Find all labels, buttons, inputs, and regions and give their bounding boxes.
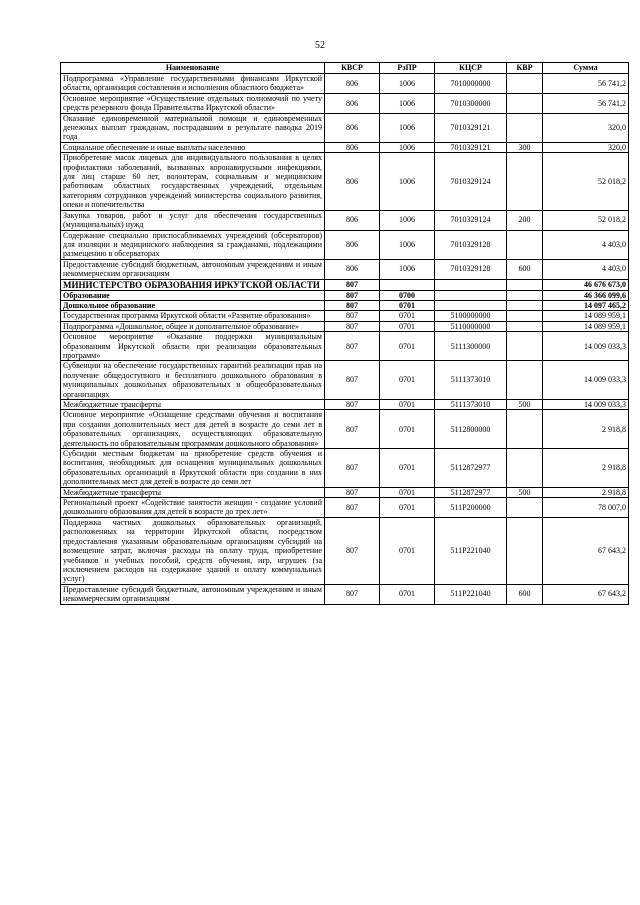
cell-kvr: [507, 113, 543, 142]
cell-kcsr: [435, 300, 507, 310]
cell-kcsr: 7010000000: [435, 74, 507, 94]
cell-kvsr: 807: [325, 300, 380, 310]
cell-kcsr: 5111300000: [435, 332, 507, 361]
cell-kcsr: 511P221040: [435, 584, 507, 604]
cell-kvr: [507, 449, 543, 488]
cell-rzpr: 1006: [380, 259, 435, 279]
header-kcsr: КЦСР: [435, 63, 507, 74]
cell-sum: 52 018,2: [543, 210, 629, 230]
table-row: [61, 498, 629, 518]
cell-sum: 14 009 033,3: [543, 400, 629, 410]
cell-kvr: 600: [507, 584, 543, 604]
cell-kvr: [507, 517, 543, 584]
table-row: [61, 311, 629, 321]
cell-name: МИНИСТЕРСТВО ОБРАЗОВАНИЯ ИРКУТСКОЙ ОБЛАСТИ: [61, 279, 325, 290]
table-row: [61, 230, 629, 259]
cell-kvr: [507, 230, 543, 259]
cell-rzpr: 0701: [380, 400, 435, 410]
header-name: Наименование: [61, 63, 325, 74]
table-row: [61, 153, 629, 210]
cell-name: Подпрограмма «Дошкольное, общее и дополнительное образование»: [61, 321, 325, 331]
table-row: [61, 290, 629, 300]
cell-sum: 67 643,2: [543, 584, 629, 604]
cell-kvr: 500: [507, 400, 543, 410]
cell-kcsr: 5111373010: [435, 400, 507, 410]
cell-name: Предоставление субсидий бюджетным, автономным учреждениям и иным некоммерческим организациям: [61, 584, 325, 604]
cell-kvr: [507, 93, 543, 113]
cell-sum: 4 403,0: [543, 230, 629, 259]
cell-name: Предоставление субсидий бюджетным, автономным учреждениям и иным некоммерческим организациям: [61, 259, 325, 279]
cell-rzpr: 0701: [380, 311, 435, 321]
cell-kvr: [507, 153, 543, 210]
table-row: [61, 113, 629, 142]
cell-rzpr: 0701: [380, 584, 435, 604]
cell-kcsr: 7010300000: [435, 93, 507, 113]
cell-kvr: [507, 290, 543, 300]
cell-name: Приобретение масок лицевых для индивидуального пользования в целях профилактики заболеваний, вызванных коронавирусными инфекциями, для лиц старше 60 лет, волонтерам, социальным и медицинским работникам областных государственных учреждений, отдельным категориям сотрудников учреждений министерства социального развития, опеки и попечительства: [61, 153, 325, 210]
cell-name: Дошкольное образование: [61, 300, 325, 310]
cell-kvsr: 807: [325, 487, 380, 497]
cell-kvsr: 806: [325, 142, 380, 152]
cell-rzpr: 0701: [380, 449, 435, 488]
cell-sum: 2 918,8: [543, 449, 629, 488]
cell-kvsr: 806: [325, 230, 380, 259]
cell-kcsr: 7010329128: [435, 230, 507, 259]
cell-rzpr: 1006: [380, 210, 435, 230]
cell-kvr: 500: [507, 487, 543, 497]
cell-kvsr: 807: [325, 311, 380, 321]
cell-kvsr: 806: [325, 259, 380, 279]
cell-kvsr: 807: [325, 410, 380, 449]
cell-kvsr: 806: [325, 74, 380, 94]
cell-sum: 2 918,8: [543, 487, 629, 497]
cell-rzpr: 1006: [380, 113, 435, 142]
cell-kvsr: 806: [325, 153, 380, 210]
table-row: [61, 321, 629, 331]
table-row: [61, 142, 629, 152]
cell-kcsr: 7010329124: [435, 153, 507, 210]
cell-sum: 52 018,2: [543, 153, 629, 210]
cell-kcsr: 7010329121: [435, 142, 507, 152]
table-row: [61, 332, 629, 361]
cell-kvsr: 807: [325, 332, 380, 361]
cell-rzpr: 0701: [380, 410, 435, 449]
cell-kcsr: 7010329128: [435, 259, 507, 279]
cell-sum: 56 741,2: [543, 93, 629, 113]
cell-sum: 4 403,0: [543, 259, 629, 279]
budget-table: [60, 62, 629, 605]
header-kvr: КВР: [507, 63, 543, 74]
cell-name: Содержание специально приспосабливаемых учреждений (обсерваторов) для изоляции и медицинского наблюдения за гражданами, подлежащими размещению в обсерваторах: [61, 230, 325, 259]
cell-name: Поддержка частных дошкольных образовательных организаций, расположенных на территории Иркутской области, посредством предоставления указанным образовательным организациям субсидий на возмещение затрат, включая расходы на оплату труда, приобретение учебников и учебных пособий, средств обучения, игр, игрушек (за исключением расходов на содержание зданий и оплату коммунальных услуг): [61, 517, 325, 584]
cell-kcsr: 7010329124: [435, 210, 507, 230]
cell-sum: 14 089 959,1: [543, 321, 629, 331]
cell-name: Субвенции на обеспечение государственных гарантий реализации прав на получение общедоступного и бесплатного дошкольного образования в муниципальных дошкольных образовательных и общеобразовательных организациях: [61, 361, 325, 400]
cell-kvsr: 807: [325, 584, 380, 604]
cell-kvr: [507, 321, 543, 331]
cell-sum: 46 676 673,0: [543, 279, 629, 290]
table-row: [61, 400, 629, 410]
cell-kvr: [507, 410, 543, 449]
cell-kcsr: 511P200000: [435, 498, 507, 518]
cell-rzpr: 0701: [380, 498, 435, 518]
cell-kvsr: 807: [325, 361, 380, 400]
cell-kvr: 200: [507, 210, 543, 230]
table-row: [61, 517, 629, 584]
cell-name: Закупка товаров, работ и услуг для обеспечения государственных (муниципальных) нужд: [61, 210, 325, 230]
cell-kvsr: 807: [325, 400, 380, 410]
cell-kvsr: 807: [325, 449, 380, 488]
cell-sum: 78 007,0: [543, 498, 629, 518]
cell-sum: 14 009 033,3: [543, 332, 629, 361]
cell-kvr: [507, 311, 543, 321]
cell-name: Государственная программа Иркутской области «Развитие образования»: [61, 311, 325, 321]
cell-rzpr: 1006: [380, 153, 435, 210]
cell-name: Основное мероприятие «Оказание поддержки муниципальным образованиям Иркутской области при реализации образовательных программ»: [61, 332, 325, 361]
cell-kcsr: 511P221040: [435, 517, 507, 584]
cell-kvr: [507, 332, 543, 361]
cell-kcsr: 5100000000: [435, 311, 507, 321]
table-row: [61, 410, 629, 449]
header-rzpr: РзПР: [380, 63, 435, 74]
cell-kvsr: 807: [325, 498, 380, 518]
table-row: [61, 584, 629, 604]
cell-kvsr: 807: [325, 290, 380, 300]
cell-name: Социальное обеспечение и иные выплаты населению: [61, 142, 325, 152]
cell-kcsr: [435, 290, 507, 300]
table-row: [61, 210, 629, 230]
table-row: [61, 361, 629, 400]
cell-sum: 320,0: [543, 142, 629, 152]
cell-rzpr: 0701: [380, 321, 435, 331]
cell-rzpr: [380, 279, 435, 290]
cell-kvr: [507, 279, 543, 290]
cell-kvr: [507, 498, 543, 518]
cell-sum: 320,0: [543, 113, 629, 142]
table-header-row: [61, 63, 629, 74]
header-sum: Сумма: [543, 63, 629, 74]
table-row: [61, 74, 629, 94]
table-row: [61, 300, 629, 310]
cell-kvr: [507, 300, 543, 310]
cell-kcsr: 5112872977: [435, 487, 507, 497]
cell-rzpr: 1006: [380, 142, 435, 152]
cell-kcsr: 5112800000: [435, 410, 507, 449]
cell-kcsr: 5111373010: [435, 361, 507, 400]
cell-kvr: 600: [507, 259, 543, 279]
cell-rzpr: 1006: [380, 74, 435, 94]
cell-rzpr: 0701: [380, 487, 435, 497]
cell-name: Оказание единовременной материальной помощи и единовременных денежных выплат гражданам, пострадавшим в результате паводка 2019 года: [61, 113, 325, 142]
table-row: [61, 259, 629, 279]
table-row: [61, 449, 629, 488]
cell-kcsr: 5110000000: [435, 321, 507, 331]
cell-sum: 67 643,2: [543, 517, 629, 584]
cell-rzpr: 1006: [380, 93, 435, 113]
cell-sum: 14 009 033,3: [543, 361, 629, 400]
cell-kcsr: 5112872977: [435, 449, 507, 488]
cell-kvsr: 807: [325, 517, 380, 584]
cell-sum: 56 741,2: [543, 74, 629, 94]
cell-rzpr: 0701: [380, 361, 435, 400]
cell-name: Межбюджетные трансферты: [61, 400, 325, 410]
table-row: [61, 93, 629, 113]
cell-name: Региональный проект «Содействие занятости женщин - создание условий дошкольного образования для детей в возрасте до трех лет»: [61, 498, 325, 518]
cell-kvsr: 806: [325, 210, 380, 230]
cell-rzpr: 0701: [380, 300, 435, 310]
cell-name: Межбюджетные трансферты: [61, 487, 325, 497]
cell-name: Образование: [61, 290, 325, 300]
cell-name: Основное мероприятие «Оснащение средствами обучения и воспитания при создании дополнительных мест для детей в возрасте до семи лет в образовательных организациях, осуществляющих образовательную деятельность по образовательным программам дошкольного образования»: [61, 410, 325, 449]
cell-kvsr: 806: [325, 93, 380, 113]
cell-rzpr: 0701: [380, 517, 435, 584]
cell-sum: 14 089 959,1: [543, 311, 629, 321]
cell-kvr: 300: [507, 142, 543, 152]
cell-kvsr: 807: [325, 321, 380, 331]
cell-sum: 46 366 099,6: [543, 290, 629, 300]
cell-name: Подпрограмма «Управление государственными финансами Иркутской области, организация составления и исполнения областного бюджета»: [61, 74, 325, 94]
page-number: 52: [315, 40, 325, 51]
cell-kvsr: 806: [325, 113, 380, 142]
cell-sum: 2 918,8: [543, 410, 629, 449]
cell-sum: 14 097 465,2: [543, 300, 629, 310]
cell-rzpr: 1006: [380, 230, 435, 259]
cell-name: Основное мероприятие «Осуществление отдельных полномочий по учету средств резервного фонда Правительства Иркутской области»: [61, 93, 325, 113]
cell-name: Субсидии местным бюджетам на приобретение средств обучения и воспитания, необходимых для оснащения муниципальных дошкольных образовательных организаций в Иркутской области при создании в них дополнительных мест для детей в возрасте до семи лет: [61, 449, 325, 488]
header-kvsr: КВСР: [325, 63, 380, 74]
cell-rzpr: 0701: [380, 332, 435, 361]
cell-kcsr: [435, 279, 507, 290]
cell-kcsr: 7010329121: [435, 113, 507, 142]
cell-kvr: [507, 74, 543, 94]
table-row: [61, 487, 629, 497]
table-row: [61, 279, 629, 290]
cell-kvr: [507, 361, 543, 400]
cell-kvsr: 807: [325, 279, 380, 290]
cell-rzpr: 0700: [380, 290, 435, 300]
